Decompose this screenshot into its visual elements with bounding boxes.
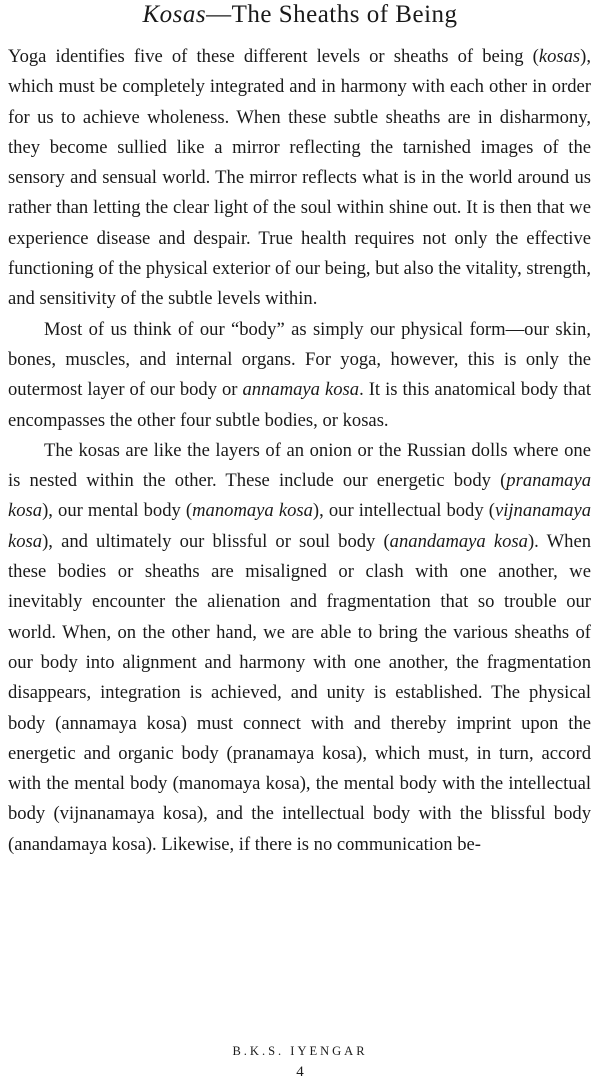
italic-term: vijnanamaya kosa [8,500,592,552]
text-run: ), and ultimately our blissful or soul body ( [42,530,390,552]
text-run: ). When these bodies or sheaths are misaligned or clash with one another, we inevitably encounter the alienation and fragmentation that so trouble our world. When, on the other hand, we are able to bring the various sheaths of our body into alignment and harmony with one another, the fragmentation disappears, integration is achieved, and unity is established. The physical body (annamaya kosa) must connect with and thereby imprint upon the energetic and organic body (pranamaya kosa), which must, in turn, accord with the mental body (manomaya kosa), the mental body with the intellectual body (vijnanamaya kosa), and the intellectual body with the blissful body (anandamaya kosa). Likewise, if there is no communication be- [8,530,591,855]
running-footer-author: B.K.S. IYENGAR [232,1044,368,1058]
section-heading-rest: —The Sheaths of Being [206,1,458,28]
text-run: . It is this anatomical body that encompasses the other four subtle bodies, or kosas. [8,379,591,431]
text-run: ), which must be completely integrated and in harmony with each other in order for us to achieve wholeness. When these subtle sheaths are in disharmony, they become sullied like a mirror reflecting the tarnished images of the sensory and sensual world. The mirror reflects what is in the world around us rather than letting the clear light of the soul within shine out. It is then that we experience disease and despair. True health requires not only the effective functioning of the physical exterior of our being, but also the vitality, strength, and sensitivity of the subtle levels within. [8,46,591,310]
italic-term: annamaya kosa [242,379,360,401]
section-heading [0,0,600,30]
text-run: Most of us think of our “body” as simply our physical form—our skin, bones, muscles, and internal organs. For yoga, however, this is only the outermost layer of our body or [8,318,591,401]
text-run: ), our intellectual body ( [312,500,495,522]
italic-term: kosas [538,46,581,67]
paragraph [8,42,591,315]
italic-term: pranamaya kosa [8,470,591,522]
italic-term: anandamaya kosa [389,530,528,552]
body-text [8,42,591,860]
italic-term: manomaya kosa [192,500,313,522]
paragraph [8,315,591,436]
text-run: ), our mental body ( [42,500,193,522]
page-number: 4 [296,1064,304,1080]
text-run: The kosas are like the layers of an onion or the Russian dolls where one is nested within the other. These include our energetic body ( [8,439,591,492]
paragraph [8,436,591,860]
section-heading-italic: Kosas [142,1,207,28]
text-run: Yoga identifies five of these different levels or sheaths of being ( [8,46,539,67]
